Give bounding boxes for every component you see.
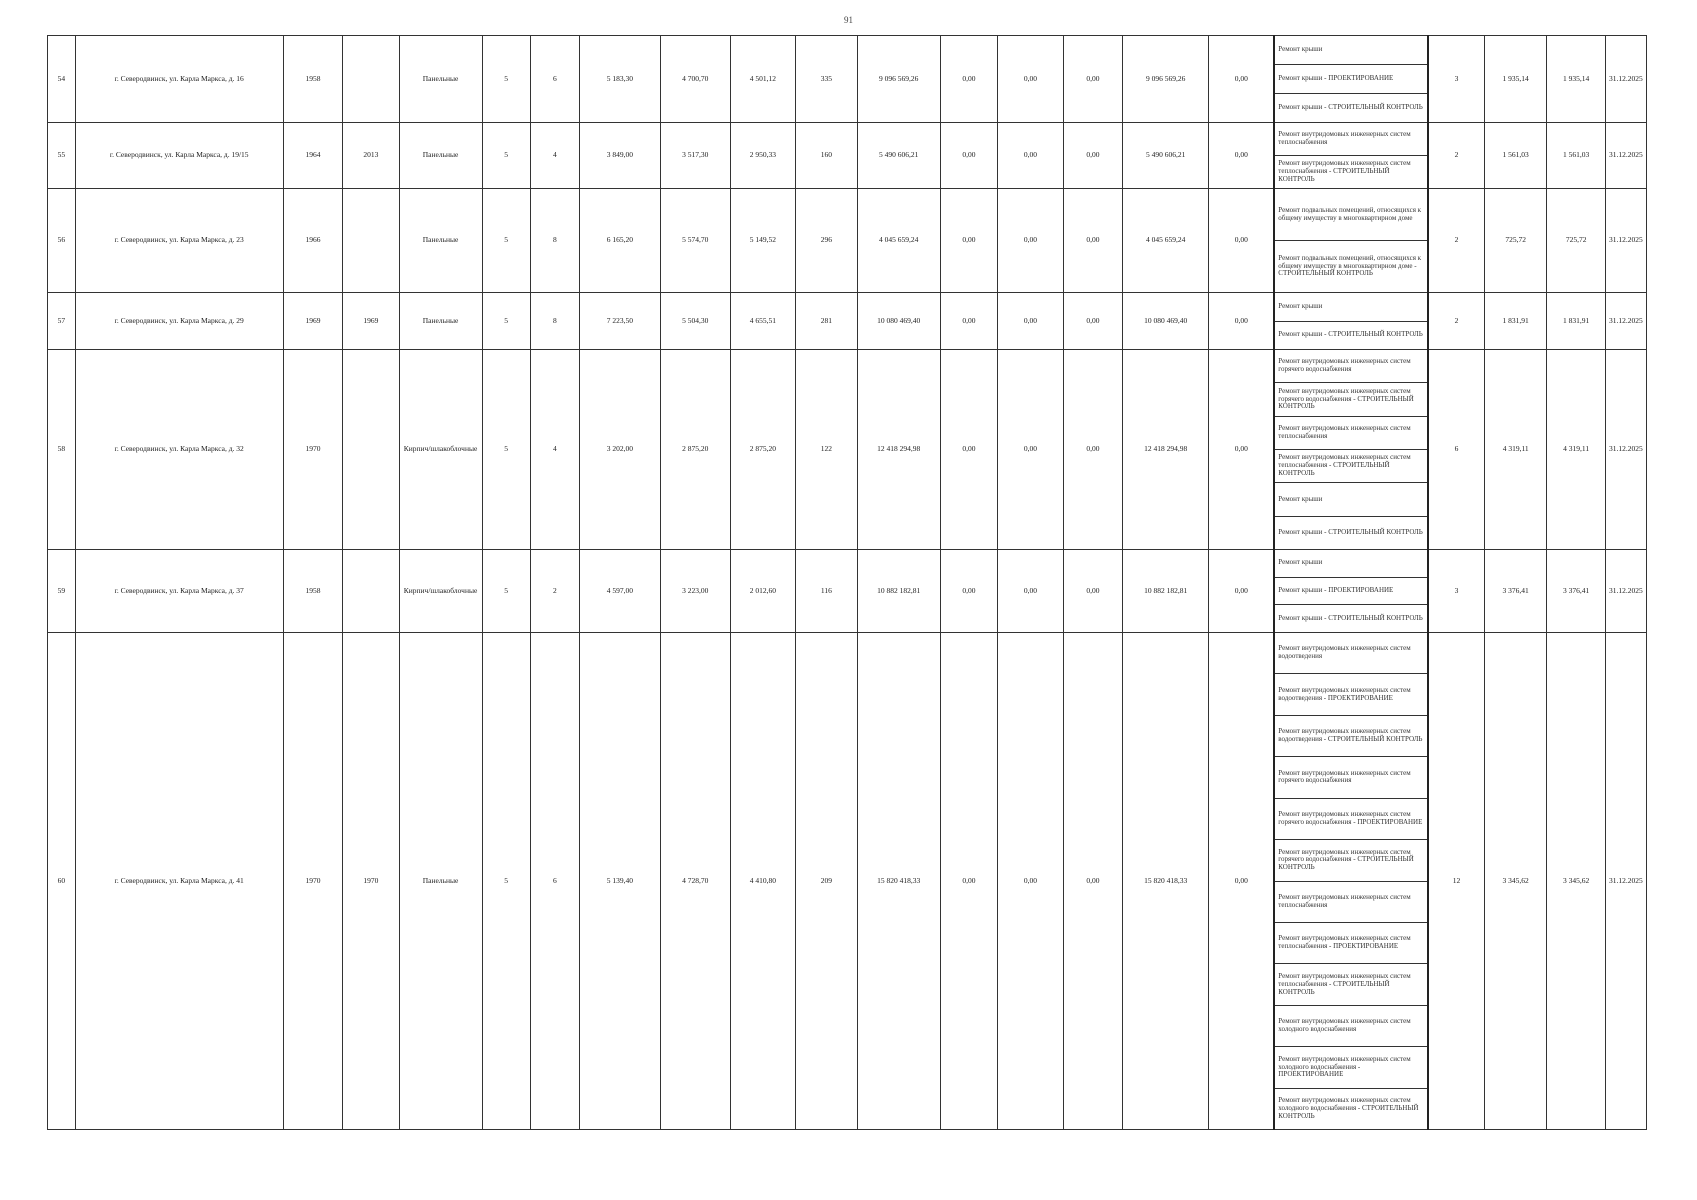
table-row (48, 350, 1647, 550)
work-item-label: Ремонт крыши - ПРОЕКТИРОВАНИЕ (1278, 74, 1394, 83)
work-item (1275, 417, 1427, 450)
wall-material-cell: Панельные (399, 189, 482, 293)
work-item (1275, 322, 1427, 350)
work-item-label: Ремонт крыши (1278, 558, 1323, 567)
premises-area-cell: 5 574,70 (660, 189, 730, 293)
year-built-cell: 1964 (283, 123, 342, 189)
regional-fund-cell: 0,00 (998, 550, 1064, 633)
work-item (1275, 550, 1427, 578)
regional-fund-cell: 0,00 (998, 350, 1064, 550)
work-item (1275, 241, 1427, 292)
work-item (1275, 633, 1427, 674)
row-number-cell: 58 (48, 350, 76, 550)
work-item (1275, 156, 1427, 188)
year-built-cell: 1970 (283, 350, 342, 550)
unit-cost-cell: 1 561,03 (1484, 123, 1547, 189)
residents-cell: 116 (796, 550, 858, 633)
limit-cost-cell: 1 561,03 (1547, 123, 1605, 189)
residential-area-cell: 2 875,20 (730, 350, 796, 550)
table-row (48, 123, 1647, 189)
work-item (1275, 189, 1427, 241)
capital-repair-table (47, 35, 1647, 1130)
work-item (1275, 1047, 1427, 1088)
wall-material-cell: Кирпич/шлакоблочные (399, 350, 482, 550)
limit-cost-cell: 1 935,14 (1547, 36, 1605, 123)
residents-cell: 296 (796, 189, 858, 293)
local-fund-cell: 0,00 (1063, 123, 1122, 189)
work-item (1275, 605, 1427, 632)
work-item-label: Ремонт крыши - СТРОИТЕЛЬНЫЙ КОНТРОЛЬ (1278, 613, 1423, 622)
year-built-cell: 1966 (283, 189, 342, 293)
premises-area-cell: 2 875,20 (660, 350, 730, 550)
unit-cost-cell: 3 345,62 (1484, 633, 1547, 1130)
total-area-cell: 6 165,20 (579, 189, 660, 293)
work-item (1275, 1089, 1427, 1129)
total-area-cell: 5 139,40 (579, 633, 660, 1130)
work-item-label: Ремонт внутридомовых инженерных систем теплоснабжения (1278, 423, 1411, 440)
work-item-label: Ремонт подвальных помещений, относящихся к общему имуществу в многоквартирном доме - СТРОИТЕЛЬНЫЙ КОНТРОЛЬ (1278, 253, 1422, 278)
unit-cost-cell: 4 319,11 (1484, 350, 1547, 550)
total-cost-cell: 10 080 469,40 (857, 293, 940, 350)
work-item-label: Ремонт внутридомовых инженерных систем холодного водоснабжения - ПРОЕКТИРОВАНИЕ (1278, 1054, 1411, 1079)
owners-fund-cell: 10 882 182,81 (1123, 550, 1209, 633)
regional-fund-cell: 0,00 (998, 36, 1064, 123)
owners-fund-cell: 10 080 469,40 (1123, 293, 1209, 350)
work-item-label: Ремонт крыши - СТРОИТЕЛЬНЫЙ КОНТРОЛЬ (1278, 103, 1423, 112)
address-cell: г. Северодвинск, ул. Карла Маркса, д. 32 (75, 350, 283, 550)
work-item (1275, 578, 1427, 606)
residents-cell: 335 (796, 36, 858, 123)
residents-cell: 281 (796, 293, 858, 350)
page-number: 91 (844, 15, 853, 25)
unit-cost-cell: 1 935,14 (1484, 36, 1547, 123)
premises-area-cell: 5 504,30 (660, 293, 730, 350)
work-item (1275, 840, 1427, 881)
federal-fund-cell: 0,00 (940, 550, 997, 633)
residential-area-cell: 2 950,33 (730, 123, 796, 189)
work-item (1275, 1006, 1427, 1047)
work-item (1275, 450, 1427, 483)
residents-cell: 209 (796, 633, 858, 1130)
deadline-cell: 31.12.2025 (1605, 293, 1646, 350)
works-list (1275, 550, 1427, 632)
table-row (48, 633, 1647, 1130)
work-item-label: Ремонт внутридомовых инженерных систем теплоснабжения - ПРОЕКТИРОВАНИЕ (1278, 934, 1411, 951)
other-fund-cell: 0,00 (1209, 350, 1275, 550)
wall-material-cell: Кирпич/шлакоблочные (399, 550, 482, 633)
work-item (1275, 757, 1427, 798)
total-cost-cell: 4 045 659,24 (857, 189, 940, 293)
works-cell (1274, 550, 1428, 633)
works-count-cell: 6 (1428, 350, 1484, 550)
floors-cell: 5 (482, 293, 530, 350)
regional-fund-cell: 0,00 (998, 293, 1064, 350)
floors-cell: 5 (482, 123, 530, 189)
work-item-label: Ремонт внутридомовых инженерных систем теплоснабжения - СТРОИТЕЛЬНЫЙ КОНТРОЛЬ (1278, 453, 1411, 478)
work-item-label: Ремонт внутридомовых инженерных систем горячего водоснабжения - ПРОЕКТИРОВАНИЕ (1278, 810, 1423, 826)
other-fund-cell: 0,00 (1209, 550, 1275, 633)
deadline-cell: 31.12.2025 (1605, 350, 1646, 550)
deadline-cell: 31.12.2025 (1605, 633, 1646, 1130)
works-cell (1274, 350, 1428, 550)
year-overhaul-cell (343, 550, 399, 633)
works-count-cell: 12 (1428, 633, 1484, 1130)
year-built-cell: 1958 (283, 36, 342, 123)
owners-fund-cell: 12 418 294,98 (1123, 350, 1209, 550)
year-overhaul-cell: 1969 (343, 293, 399, 350)
address-cell: г. Северодвинск, ул. Карла Маркса, д. 16 (75, 36, 283, 123)
total-area-cell: 3 849,00 (579, 123, 660, 189)
limit-cost-cell: 3 345,62 (1547, 633, 1605, 1130)
year-built-cell: 1958 (283, 550, 342, 633)
work-item (1275, 36, 1427, 65)
address-cell: г. Северодвинск, ул. Карла Маркса, д. 23 (75, 189, 283, 293)
other-fund-cell: 0,00 (1209, 189, 1275, 293)
year-overhaul-cell: 2013 (343, 123, 399, 189)
works-cell (1274, 189, 1428, 293)
local-fund-cell: 0,00 (1063, 293, 1122, 350)
work-item-label: Ремонт внутридомовых инженерных систем холодного водоснабжения - СТРОИТЕЛЬНЫЙ КОНТРОЛЬ (1278, 1096, 1419, 1120)
owners-fund-cell: 9 096 569,26 (1123, 36, 1209, 123)
federal-fund-cell: 0,00 (940, 350, 997, 550)
federal-fund-cell: 0,00 (940, 293, 997, 350)
other-fund-cell: 0,00 (1209, 123, 1275, 189)
entrances-cell: 2 (530, 550, 579, 633)
deadline-cell: 31.12.2025 (1605, 189, 1646, 293)
entrances-cell: 4 (530, 123, 579, 189)
works-cell (1274, 633, 1428, 1130)
works-list (1275, 350, 1427, 549)
works-count-cell: 3 (1428, 36, 1484, 123)
other-fund-cell: 0,00 (1209, 36, 1275, 123)
year-overhaul-cell: 1970 (343, 633, 399, 1130)
address-cell: г. Северодвинск, ул. Карла Маркса, д. 19/15 (75, 123, 283, 189)
total-cost-cell: 5 490 606,21 (857, 123, 940, 189)
deadline-cell: 31.12.2025 (1605, 123, 1646, 189)
limit-cost-cell: 725,72 (1547, 189, 1605, 293)
owners-fund-cell: 5 490 606,21 (1123, 123, 1209, 189)
work-item-label: Ремонт внутридомовых инженерных систем горячего водоснабжения - СТРОИТЕЛЬНЫЙ КОНТРОЛЬ (1278, 386, 1414, 411)
residential-area-cell: 4 410,80 (730, 633, 796, 1130)
entrances-cell: 6 (530, 36, 579, 123)
address-cell: г. Северодвинск, ул. Карла Маркса, д. 41 (75, 633, 283, 1130)
wall-material-cell: Панельные (399, 293, 482, 350)
row-number-cell: 57 (48, 293, 76, 350)
work-item-label: Ремонт внутридомовых инженерных систем водоотведения - СТРОИТЕЛЬНЫЙ КОНТРОЛЬ (1278, 727, 1423, 744)
residents-cell: 160 (796, 123, 858, 189)
wall-material-cell: Панельные (399, 36, 482, 123)
entrances-cell: 4 (530, 350, 579, 550)
works-list (1275, 36, 1427, 122)
total-area-cell: 5 183,30 (579, 36, 660, 123)
owners-fund-cell: 4 045 659,24 (1123, 189, 1209, 293)
table-row (48, 550, 1647, 633)
unit-cost-cell: 1 831,91 (1484, 293, 1547, 350)
address-cell: г. Северодвинск, ул. Карла Маркса, д. 37 (75, 550, 283, 633)
work-item (1275, 716, 1427, 757)
work-item (1275, 674, 1427, 715)
premises-area-cell: 4 700,70 (660, 36, 730, 123)
owners-fund-cell: 15 820 418,33 (1123, 633, 1209, 1130)
table-row (48, 293, 1647, 350)
premises-area-cell: 3 517,30 (660, 123, 730, 189)
entrances-cell: 6 (530, 633, 579, 1130)
total-area-cell: 4 597,00 (579, 550, 660, 633)
year-overhaul-cell (343, 189, 399, 293)
work-item-label: Ремонт подвальных помещений, относящихся к общему имуществу в многоквартирном доме (1278, 205, 1422, 222)
work-item (1275, 882, 1427, 923)
work-item-label: Ремонт крыши (1278, 494, 1323, 503)
address-cell: г. Северодвинск, ул. Карла Маркса, д. 29 (75, 293, 283, 350)
work-item-label: Ремонт крыши (1278, 45, 1323, 54)
work-item (1275, 350, 1427, 383)
table-body (48, 36, 1647, 1130)
local-fund-cell: 0,00 (1063, 633, 1122, 1130)
residential-area-cell: 4 501,12 (730, 36, 796, 123)
wall-material-cell: Панельные (399, 633, 482, 1130)
works-count-cell: 2 (1428, 123, 1484, 189)
work-item-label: Ремонт внутридомовых инженерных систем теплоснабжения - СТРОИТЕЛЬНЫЙ КОНТРОЛЬ (1278, 159, 1411, 183)
work-item (1275, 94, 1427, 122)
work-item-label: Ремонт внутридомовых инженерных систем теплоснабжения (1278, 892, 1411, 909)
work-item (1275, 799, 1427, 840)
residents-cell: 122 (796, 350, 858, 550)
works-count-cell: 2 (1428, 189, 1484, 293)
unit-cost-cell: 725,72 (1484, 189, 1547, 293)
table-row (48, 189, 1647, 293)
local-fund-cell: 0,00 (1063, 189, 1122, 293)
residential-area-cell: 2 012,60 (730, 550, 796, 633)
year-overhaul-cell (343, 350, 399, 550)
regional-fund-cell: 0,00 (998, 189, 1064, 293)
work-item (1275, 383, 1427, 416)
local-fund-cell: 0,00 (1063, 36, 1122, 123)
work-item-label: Ремонт крыши - СТРОИТЕЛЬНЫЙ КОНТРОЛЬ (1278, 527, 1423, 536)
work-item-label: Ремонт внутридомовых инженерных систем теплоснабжения (1278, 130, 1411, 146)
limit-cost-cell: 4 319,11 (1547, 350, 1605, 550)
work-item-label: Ремонт внутридомовых инженерных систем горячего водоснабжения (1278, 768, 1411, 785)
row-number-cell: 54 (48, 36, 76, 123)
total-area-cell: 3 202,00 (579, 350, 660, 550)
works-list (1275, 123, 1427, 188)
row-number-cell: 56 (48, 189, 76, 293)
work-item (1275, 123, 1427, 156)
works-cell (1274, 36, 1428, 123)
entrances-cell: 8 (530, 189, 579, 293)
table-row (48, 36, 1647, 123)
work-item-label: Ремонт внутридомовых инженерных систем холодного водоснабжения (1278, 1017, 1411, 1033)
federal-fund-cell: 0,00 (940, 633, 997, 1130)
work-item (1275, 517, 1427, 549)
row-number-cell: 60 (48, 633, 76, 1130)
work-item (1275, 923, 1427, 964)
work-item-label: Ремонт внутридомовых инженерных систем водоотведения - ПРОЕКТИРОВАНИЕ (1278, 685, 1411, 702)
work-item-label: Ремонт крыши - ПРОЕКТИРОВАНИЕ (1278, 586, 1394, 595)
works-cell (1274, 123, 1428, 189)
total-cost-cell: 10 882 182,81 (857, 550, 940, 633)
residential-area-cell: 5 149,52 (730, 189, 796, 293)
regional-fund-cell: 0,00 (998, 123, 1064, 189)
total-cost-cell: 15 820 418,33 (857, 633, 940, 1130)
other-fund-cell: 0,00 (1209, 633, 1275, 1130)
works-count-cell: 3 (1428, 550, 1484, 633)
work-item-label: Ремонт внутридомовых инженерных систем теплоснабжения - СТРОИТЕЛЬНЫЙ КОНТРОЛЬ (1278, 971, 1411, 996)
entrances-cell: 8 (530, 293, 579, 350)
premises-area-cell: 4 728,70 (660, 633, 730, 1130)
federal-fund-cell: 0,00 (940, 36, 997, 123)
row-number-cell: 55 (48, 123, 76, 189)
floors-cell: 5 (482, 36, 530, 123)
deadline-cell: 31.12.2025 (1605, 550, 1646, 633)
total-cost-cell: 9 096 569,26 (857, 36, 940, 123)
row-number-cell: 59 (48, 550, 76, 633)
floors-cell: 5 (482, 189, 530, 293)
year-overhaul-cell (343, 36, 399, 123)
work-item (1275, 65, 1427, 94)
federal-fund-cell: 0,00 (940, 123, 997, 189)
limit-cost-cell: 3 376,41 (1547, 550, 1605, 633)
work-item-label: Ремонт крыши (1278, 301, 1323, 310)
work-item (1275, 483, 1427, 516)
work-item (1275, 964, 1427, 1005)
wall-material-cell: Панельные (399, 123, 482, 189)
work-item-label: Ремонт внутридомовых инженерных систем горячего водоснабжения (1278, 357, 1411, 374)
work-item-label: Ремонт крыши - СТРОИТЕЛЬНЫЙ КОНТРОЛЬ (1278, 330, 1423, 339)
limit-cost-cell: 1 831,91 (1547, 293, 1605, 350)
local-fund-cell: 0,00 (1063, 350, 1122, 550)
works-list (1275, 293, 1427, 349)
works-count-cell: 2 (1428, 293, 1484, 350)
total-area-cell: 7 223,50 (579, 293, 660, 350)
total-cost-cell: 12 418 294,98 (857, 350, 940, 550)
deadline-cell: 31.12.2025 (1605, 36, 1646, 123)
floors-cell: 5 (482, 633, 530, 1130)
premises-area-cell: 3 223,00 (660, 550, 730, 633)
work-item-label: Ремонт внутридомовых инженерных систем водоотведения (1278, 644, 1411, 661)
regional-fund-cell: 0,00 (998, 633, 1064, 1130)
year-built-cell: 1970 (283, 633, 342, 1130)
federal-fund-cell: 0,00 (940, 189, 997, 293)
work-item-label: Ремонт внутридомовых инженерных систем горячего водоснабжения - СТРОИТЕЛЬНЫЙ КОНТРОЛЬ (1278, 847, 1414, 872)
floors-cell: 5 (482, 350, 530, 550)
floors-cell: 5 (482, 550, 530, 633)
local-fund-cell: 0,00 (1063, 550, 1122, 633)
residential-area-cell: 4 655,51 (730, 293, 796, 350)
works-list (1275, 189, 1427, 292)
unit-cost-cell: 3 376,41 (1484, 550, 1547, 633)
works-list (1275, 633, 1427, 1129)
other-fund-cell: 0,00 (1209, 293, 1275, 350)
works-cell (1274, 293, 1428, 350)
work-item (1275, 293, 1427, 322)
year-built-cell: 1969 (283, 293, 342, 350)
